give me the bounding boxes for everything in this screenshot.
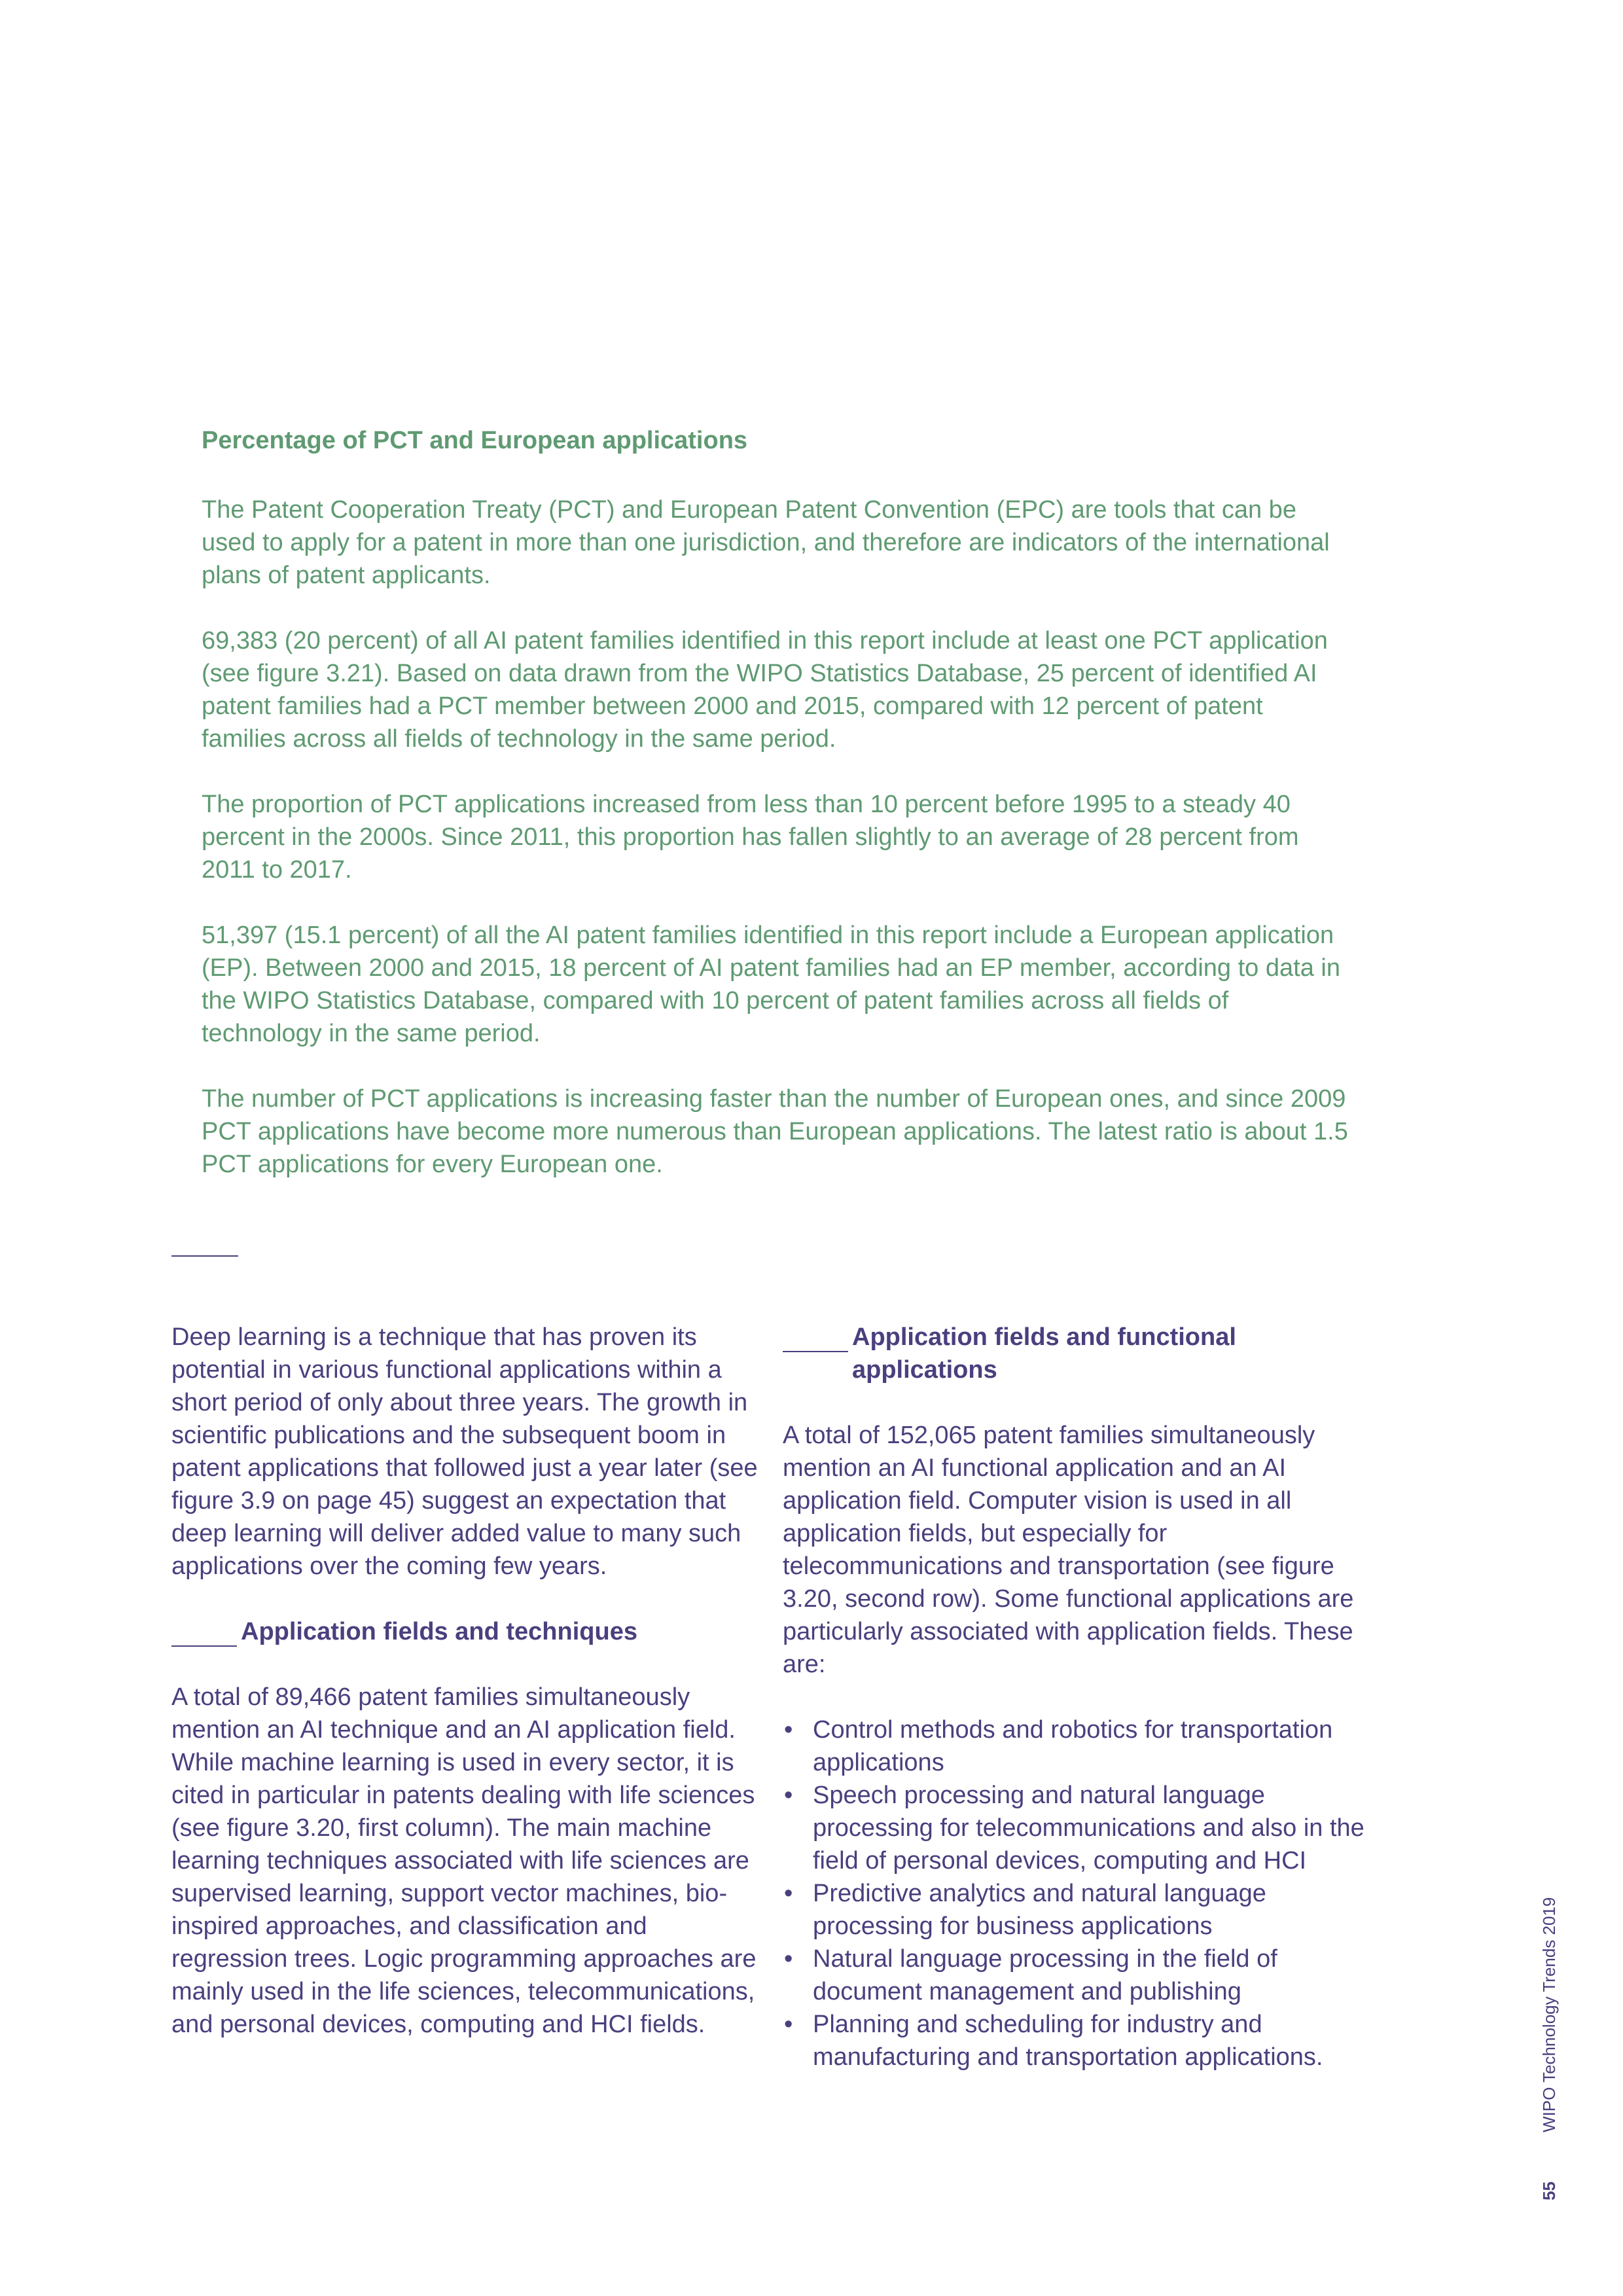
sidebar-box-pct-european bbox=[202, 424, 1353, 1213]
body-paragraph: A total of 152,065 patent families simultaneously mention an AI functional application and an AI application field. Computer vision is used in all application fields, but especially for telecommunications and transportation (see figure 3.20, second row). Some functional applications are particularly associated with application fields. These are: bbox=[783, 1422, 1354, 1678]
left-column bbox=[171, 1321, 760, 2073]
list-item: • Natural language processing in the field of document management and publishing bbox=[783, 1943, 1385, 2008]
box-heading: Percentage of PCT and European applications bbox=[202, 427, 748, 454]
subheading-fields-techniques: Application fields and techniques bbox=[171, 1615, 760, 1648]
subheading-fields-functional: Application fields and functional applications bbox=[783, 1321, 1385, 1386]
box-paragraph: The number of PCT applications is increasing faster than the number of European ones, and since 2009 PCT applications have become more numerous than European applications. The latest ratio is about 1.5 PCT applications for every European one. bbox=[202, 1085, 1348, 1178]
bullet-list bbox=[783, 1713, 1385, 2073]
running-footer-title: WIPO Technology Trends 2019 bbox=[1539, 1897, 1559, 2132]
box-paragraph: 51,397 (15.1 percent) of all the AI patent families identified in this report include a European application (EP). Between 2000 and 2015, 18 percent of AI patent families had an EP member, according to data in the WIPO Statistics Database, compared with 10 percent of patent families across all fields of technology in the same period. bbox=[202, 922, 1340, 1047]
list-item: • Planning and scheduling for industry and manufacturing and transportation applications. bbox=[783, 2008, 1385, 2073]
right-column bbox=[783, 1321, 1385, 2073]
box-paragraph: 69,383 (20 percent) of all AI patent families identified in this report include at least one PCT application (see figure 3.21). Based on data drawn from the WIPO Statistics Database, 25 percent of identified AI patent families had a PCT member between 2000 and 2015, compared with 12 percent of patent families across all fields of technology in the same period. bbox=[202, 627, 1328, 753]
list-item: • Control methods and robotics for transportation applications bbox=[783, 1713, 1385, 1779]
section-divider bbox=[171, 1255, 238, 1257]
box-paragraph: The Patent Cooperation Treaty (PCT) and European Patent Convention (EPC) are tools that can be used to apply for a patent in more than one jurisdiction, and therefore are indicators of the international plans of patent applicants. bbox=[202, 496, 1330, 589]
intro-paragraph: Deep learning is a technique that has proven its potential in various functional applications within a short period of only about three years. The growth in scientific publications and the subsequent boom in patent applications that followed just a year later (see figure 3.9 on page 45) suggest an expectation that deep learning will deliver added value to many such applications over the coming few years. bbox=[171, 1323, 758, 1580]
page-number: 55 bbox=[1539, 2181, 1559, 2200]
list-item: • Speech processing and natural language processing for telecommunications and also in the field of personal devices, computing and HCI bbox=[783, 1779, 1385, 1877]
body-paragraph: A total of 89,466 patent families simultaneously mention an AI technique and an AI application field. While machine learning is used in every sector, it is cited in particular in patents dealing with life sciences (see figure 3.20, first column). The main machine learning techniques associated with life sciences are supervised learning, support vector machines, bio-inspired approaches, and classification and regression trees. Logic programming approaches are mainly used in the life sciences, telecommunications, and personal devices, computing and HCI fields. bbox=[171, 1683, 757, 2038]
box-paragraph: The proportion of PCT applications increased from less than 10 percent before 1995 to a steady 40 percent in the 2000s. Since 2011, this proportion has fallen slightly to an average of 28 percent from 2011 to 2017. bbox=[202, 791, 1299, 884]
list-item: • Predictive analytics and natural language processing for business applications bbox=[783, 1877, 1385, 1943]
